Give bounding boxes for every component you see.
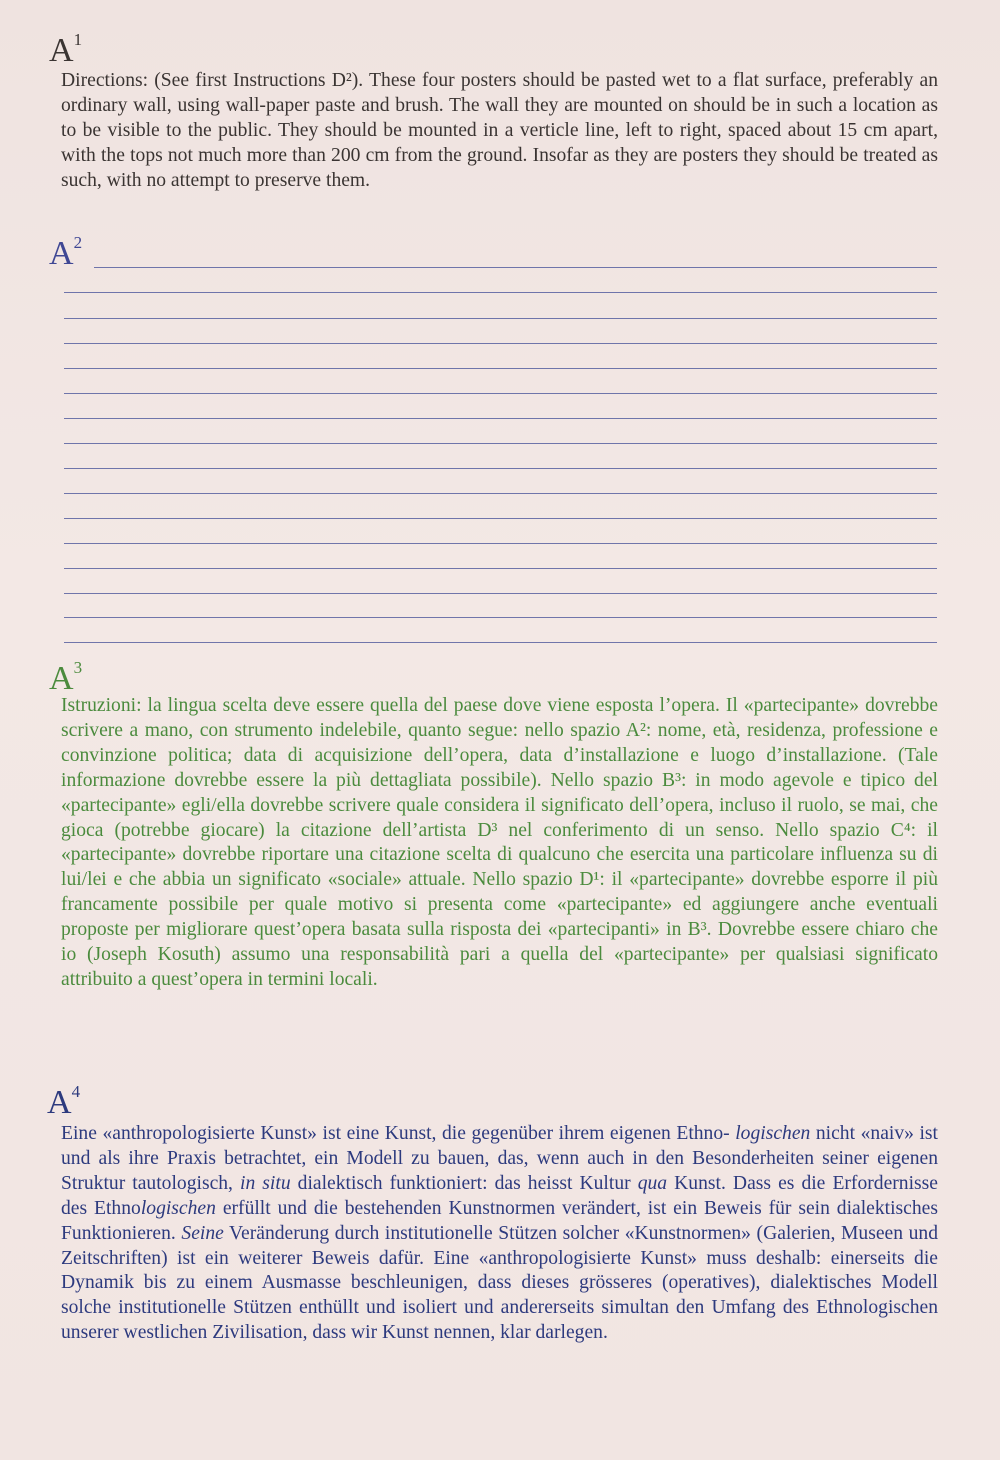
section-a1-number: 1 [73, 30, 82, 49]
section-a4-letter: A [47, 1084, 71, 1121]
section-a4-number: 4 [71, 1082, 80, 1101]
a4-text-run: Veränderung durch institutionelle Stützen solcher «Kunstnormen» (Galerien, Museen und Zeitschriften) ist ein weiterer Beweis dafür. Eine «anthropologisierte Kunst» muss deshalb: einerseits die Dynamik bis zu einem Ausmasse beschleunigen, dass dieses grösseres (operatives), dialektisches Modell solche institutionelle Stützen enthüllt und isoliert und andererseits simultan den Umfang des Ethnologischen unserer westlichen Zivilisation, dass wir Kunst nennen, klar darlegen. [61, 1222, 938, 1344]
section-a1-label [49, 30, 82, 73]
writing-line[interactable] [64, 292, 937, 293]
section-a3-istruzioni: Istruzioni: la lingua scelta deve essere quella del paese dove viene esposta l’opera. Il «partecipante» dovrebbe scrivere a mano, con strumento indelebile, quanto segue: nello spazio A²: nome, età, residenza, professione e convinzione politica; data di acquisizione dell’opera, data d’installazione e luogo d’installazione. (Tale informazione dovrebbe essere la più dettagliata possibile). Nello spazio B³: in modo agevole e tipico del «partecipante» egli/ella dovrebbe scrivere quale considera il significato dell’opera, incluso il ruolo, se mai, che gioca (potrebbe giocare) la citazione dell’artista D³ nel conferimento di un senso. Nello spazio C⁴: il «partecipante» dovrebbe riportare una citazione scelta di qualcuno che esercita una particolare influenza su di lui/lei e che abbia un significato «sociale» attuale. Nello spazio D¹: il «partecipante» dovrebbe esporre il più francamente possibile per quale motivo si presenta come «partecipante» ed aggiungere anche eventuali proposte per migliorare quest’opera basata sulla risposta dei «partecipanti» in B³. Dovrebbe essere chiaro che io (Joseph Kosuth) assumo una responsabilità pari a quella del «partecipante» per qualsiasi significato attribuito a quest’opera in termini locali. [61, 695, 938, 990]
section-a2-label [49, 233, 82, 276]
writing-line[interactable] [64, 318, 937, 319]
a4-text-run: dialektisch funktioniert: das heisst Kultur [290, 1172, 638, 1194]
a4-italic-run: Seine [181, 1222, 224, 1244]
writing-line[interactable] [64, 518, 937, 519]
section-a1-directions: Directions: (See first Instructions D²). These four posters should be pasted wet to a flat surface, preferably an ordinary wall, using wall-paper paste and brush. The wall they are mounted on should be in such a location as to be visible to the public. They should be mounted in a verticle line, left to right, spaced about 15 cm apart, with the tops not much more than 200 cm from the ground. Insofar as they are posters they should be treated as such, with no attempt to preserve them. [61, 70, 938, 191]
a4-italic-run: qua [637, 1172, 668, 1194]
writing-line[interactable] [64, 443, 937, 444]
writing-line[interactable] [64, 368, 937, 369]
a4-italic-run: logischen [735, 1123, 811, 1144]
section-a3-letter: A [49, 660, 73, 697]
a4-text-run: Kunst. Dass es die Erfordernisse des Ethno [61, 1172, 938, 1219]
a4-text-run: erfüllt und die bestehenden Kunstnormen verändert, ist ein Beweis für sein dialektisches Funktionieren. [61, 1197, 938, 1244]
writing-line[interactable] [64, 393, 937, 394]
writing-line[interactable] [64, 617, 937, 618]
a4-italic-run: in situ [240, 1172, 291, 1194]
section-a2-number: 2 [73, 233, 82, 252]
writing-line[interactable] [64, 493, 937, 494]
a4-italic-run: logischen [140, 1197, 216, 1219]
section-a4-text [61, 1122, 938, 1346]
writing-line[interactable] [64, 642, 937, 643]
writing-line[interactable] [64, 418, 937, 419]
section-a3-number: 3 [73, 658, 82, 677]
writing-line[interactable] [64, 343, 937, 344]
writing-line[interactable] [94, 267, 937, 268]
writing-line[interactable] [64, 468, 937, 469]
writing-line[interactable] [64, 543, 937, 544]
writing-line[interactable] [64, 568, 937, 569]
a4-text-run: Eine «anthropologisierte Kunst» ist eine Kunst, die gegenüber ihrem eigenen Ethno- [61, 1123, 730, 1144]
section-a2-letter: A [49, 235, 73, 272]
writing-line[interactable] [64, 593, 937, 594]
section-a4-label [47, 1082, 80, 1125]
a4-text-run: nicht «naiv» ist und als ihre Praxis betrachtet, ein Modell zu bauen, das, wenn auch in den Besonderheiten seiner eigenen Struktur tautologisch, [61, 1123, 938, 1194]
section-a1-letter: A [49, 32, 73, 69]
